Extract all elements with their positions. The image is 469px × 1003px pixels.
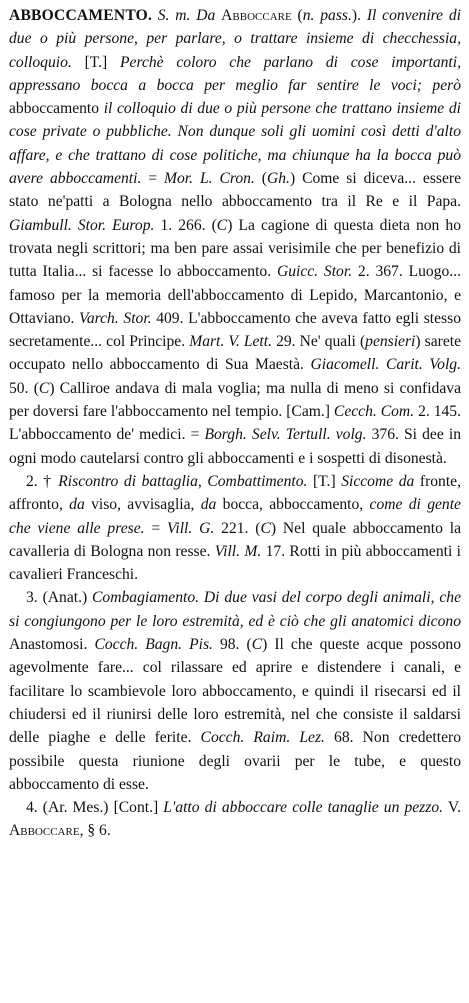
italic-text: C: [38, 379, 50, 397]
body-text: Anastomosi.: [9, 636, 95, 654]
italic-text: Vill. M.: [214, 542, 262, 560]
body-text: viso, avvisaglia,: [84, 496, 201, 514]
italic-text: da: [200, 496, 217, 514]
body-text: 221. (: [214, 519, 261, 537]
sense-4: [9, 796, 461, 843]
italic-text: da: [69, 496, 85, 514]
body-text: 2. 367. Luogo... famoso per la memoria dell'abboccamento di Lepido, Marcantonio, e Ottaviano.: [9, 263, 461, 327]
italic-text: Guicc. Stor.: [276, 263, 353, 281]
italic-text: Giambull. Stor. Europ.: [9, 216, 155, 234]
sense-2: [9, 470, 461, 586]
italic-text: S. m. Da: [157, 7, 222, 24]
italic-text: L'atto di abboccare colle tanaglie un pezzo.: [163, 799, 444, 817]
italic-text: Mor. L. Cron.: [164, 170, 255, 188]
body-text: (: [291, 7, 303, 24]
body-text: 376. Si dee in ogni modo cautelarsi contro gli abboccamenti e i sospetti di disonestà.: [9, 426, 461, 467]
italic-text: Gh.: [266, 170, 290, 188]
body-text: [T.]: [71, 53, 121, 71]
sense-1: [9, 4, 461, 470]
cross-reference: Abboccare: [9, 822, 80, 840]
italic-text: Giacomell. Carit. Volg.: [310, 356, 462, 374]
italic-text: Il convenire di due o più persone, per parlare, o trattare insieme di checchessia, colloquio.: [9, 7, 462, 71]
italic-text: Vill. G.: [167, 519, 215, 537]
body-text: =: [141, 170, 165, 188]
body-text: ) Calliroe andava di mala voglia; ma nulla di meno si confidava per doversi fare l'abboccamento nel tempio. [Cam.]: [9, 379, 461, 421]
italic-text: Cocch. Raim. Lez.: [200, 729, 325, 747]
italic-text: C: [251, 636, 263, 654]
body-text: 17. Rotti in più abboccamenti i cavalieri Franceschi.: [9, 542, 461, 584]
body-text: 4. (Ar. Mes.) [Cont.]: [26, 799, 164, 817]
sense-3: [9, 586, 461, 796]
body-text: 3. (Anat.): [26, 589, 93, 607]
body-text: (: [254, 170, 267, 188]
body-text: 29. Ne' quali (: [272, 333, 366, 351]
italic-text: Siccome da: [341, 472, 415, 490]
cross-reference: Abboccare: [221, 7, 292, 24]
italic-text: C: [260, 519, 271, 537]
body-text: 2. 145. L'abboccamento de' medici. =: [9, 403, 462, 444]
body-text: V.: [443, 799, 461, 817]
italic-text: Perchè coloro che parlano di cose importanti, appressano bocca a bocca per meglio far sentire le voci; però: [9, 53, 461, 94]
body-text: ) La cagione di questa dieta non ho trovata negli scrittori; ma ben pare assai verisimile che per benefizio di tutta Italia... si facesse lo abboccamento.: [9, 216, 462, 281]
italic-text: Riscontro di battaglia, Combattimento.: [58, 472, 308, 490]
body-text: 68. Non credettero possibile questa riunione degli ovarii per le tube, e questo abboccamento di esse.: [9, 729, 461, 793]
body-text: =: [144, 519, 168, 537]
body-text: ) Nel quale abboccamento la cavalleria di Bologna non resse.: [9, 519, 461, 560]
italic-text: come di gente che viene alle prese.: [9, 496, 461, 537]
body-text: bocca, abboccamento,: [216, 496, 370, 514]
italic-text: n. pass.: [302, 7, 352, 24]
body-text: abboccamento: [9, 100, 104, 118]
italic-text: il colloquio di due o più persone che trattano insieme di cose private o pubbliche. Non dunque soli gli uomini così detti d'alto affare, e che trattano di cose politiche, ma chiunque ha la bocca può avere abboccamenti.: [9, 100, 461, 188]
headword: ABBOCCAMENTO: [9, 7, 149, 24]
body-text: ) Il che queste acque possono agevolmente fare... col rilassare ed aprire e distendere i canali, e facilitare lo scambievole loro abboccamento, e quindi il risecarsi ed il chiudersi ed il riunirsi delle loro estremità, nel che consiste il saldarsi delle piaghe e delle ferite.: [9, 636, 462, 747]
italic-text: Combagiamento. Di due vasi del corpo degli animali, che si congiungono per le loro estremità, ed è ciò che gli anatomici dicono: [9, 589, 461, 630]
italic-text: Varch. Stor.: [79, 309, 152, 327]
body-text: 409. L'abboccamento che aveva fatto egli stesso secretamente... col Principe.: [9, 309, 461, 351]
body-text: ) sarete occupato nello abboccamento di Sua Maestà.: [9, 333, 462, 374]
body-text: [T.]: [307, 472, 342, 490]
body-text: 98. (: [212, 636, 252, 654]
body-text: 50. (: [9, 379, 39, 397]
italic-text: Mart. V. Lett.: [189, 333, 272, 351]
body-text: fronte, affronto,: [9, 472, 462, 514]
body-text: ).: [351, 7, 367, 24]
italic-text: C: [216, 216, 228, 234]
headword-punctuation: .: [148, 7, 158, 24]
italic-text: pensieri: [365, 333, 416, 351]
body-text: 2. †: [26, 472, 59, 490]
body-text: , § 6.: [79, 822, 111, 840]
body-text: 1. 266. (: [154, 216, 217, 234]
italic-text: Cecch. Com.: [333, 403, 415, 421]
italic-text: Cocch. Bagn. Pis.: [94, 636, 213, 654]
italic-text: Borgh. Selv. Tertull. volg.: [204, 426, 367, 444]
body-text: ) Come si diceva... essere stato ne'patti a Bologna nello abboccamento tra il Re e il Papa.: [9, 170, 461, 211]
